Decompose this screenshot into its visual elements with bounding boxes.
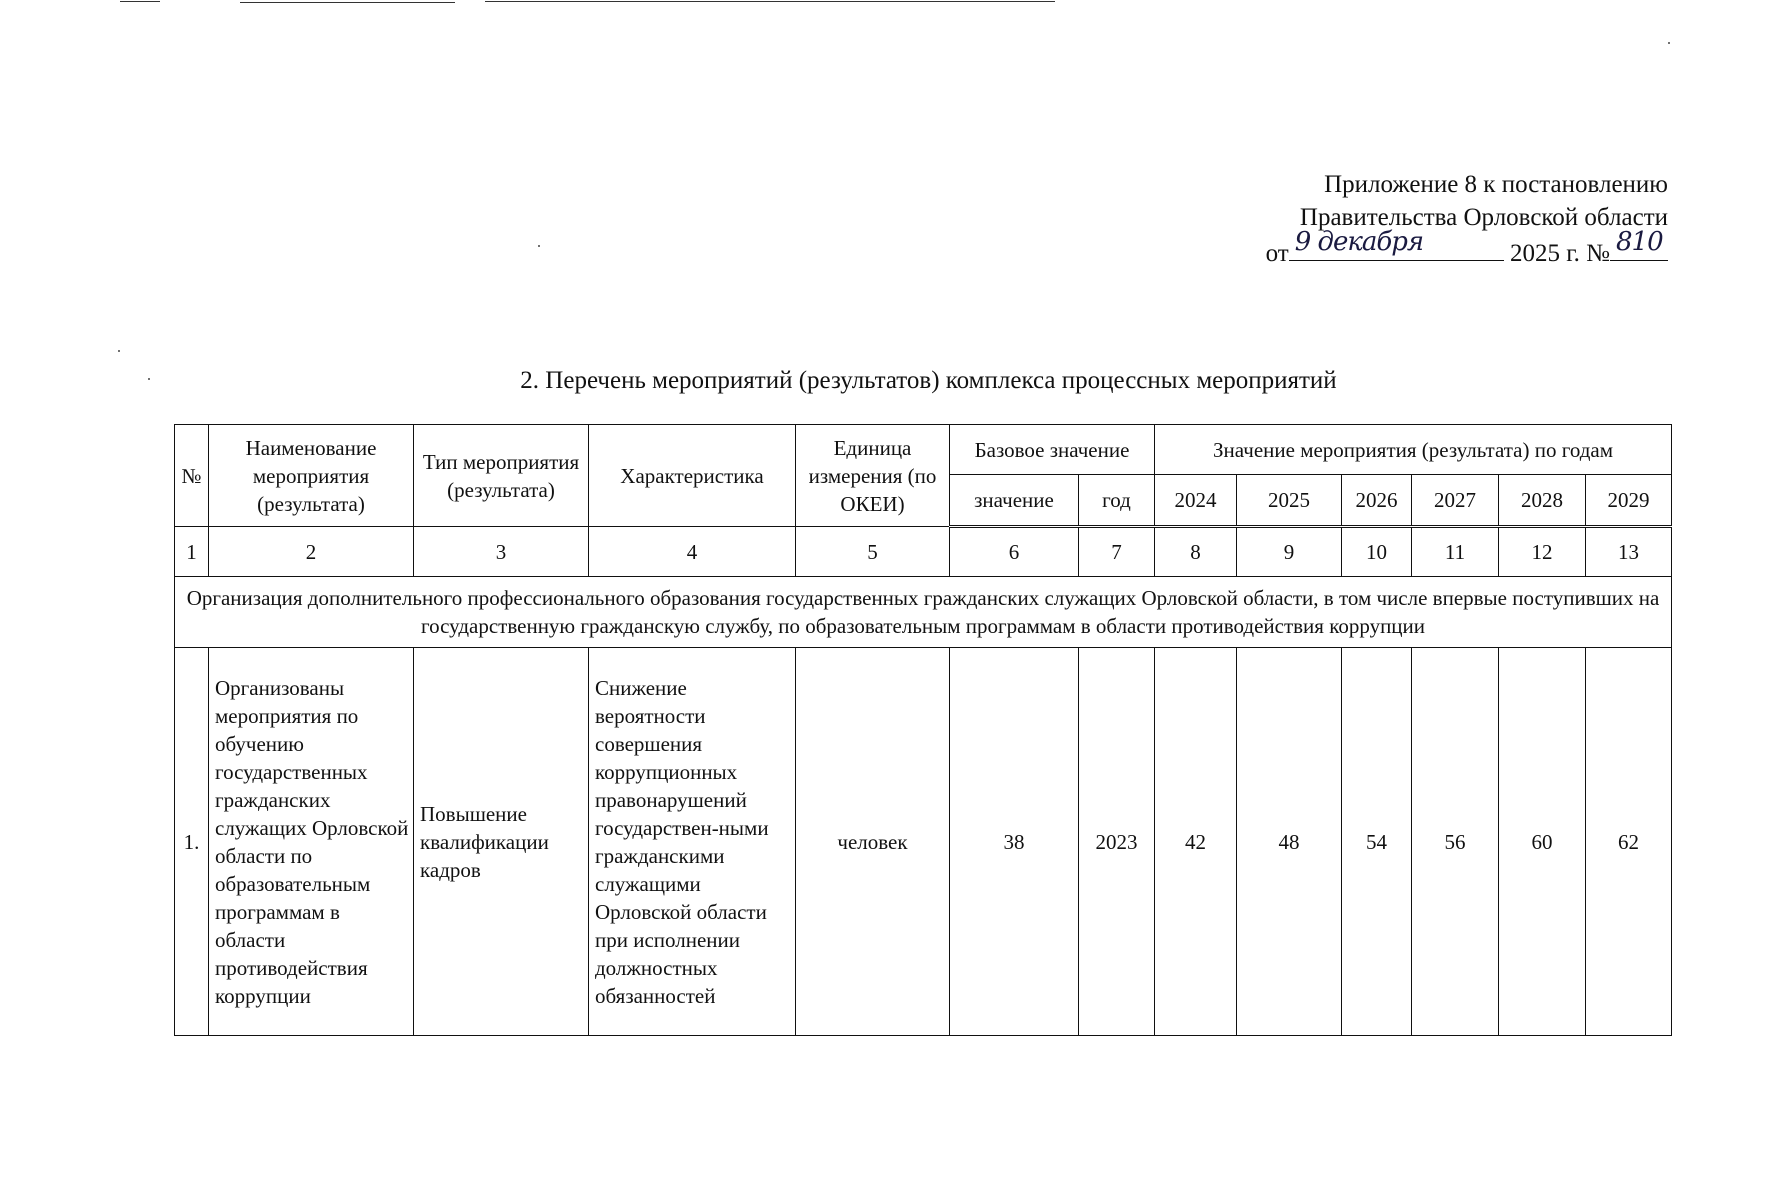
header-year-2026: 2026 — [1342, 475, 1412, 527]
scan-speck — [118, 350, 120, 352]
row-value-2029: 62 — [1586, 648, 1672, 1036]
header-unit: Единица измерения (по ОКЕИ) — [796, 425, 950, 527]
header-characteristic: Характеристика — [589, 425, 796, 527]
column-number: 7 — [1079, 527, 1155, 577]
row-characteristic: Снижение вероятности совершения коррупционных правонарушений государствен-ными гражданскими служащими Орловской области при исполнении должностных обязанностей — [589, 648, 796, 1036]
approval-line-2: Правительства Орловской области — [1299, 204, 1668, 231]
handwritten-number: 810 — [1616, 227, 1663, 257]
column-number: 1 — [175, 527, 209, 577]
measures-table — [174, 424, 1672, 1036]
approval-line-1: Приложение 8 к постановлению — [1324, 171, 1668, 198]
column-number: 9 — [1237, 527, 1342, 577]
header-type: Тип мероприятия (результата) — [414, 425, 589, 527]
column-number: 6 — [950, 527, 1079, 577]
header-base-year: год — [1079, 475, 1155, 527]
header-year-2025: 2025 — [1237, 475, 1342, 527]
column-number: 8 — [1155, 527, 1237, 577]
column-number: 3 — [414, 527, 589, 577]
header-base-value: значение — [950, 475, 1079, 527]
approval-year-number-label: 2025 г. № — [1509, 240, 1610, 267]
handwritten-date-field — [1289, 227, 1504, 261]
column-number: 12 — [1499, 527, 1586, 577]
row-type: Повышение квалификации кадров — [414, 648, 589, 1036]
header-name: Наименование мероприятия (результата) — [209, 425, 414, 527]
approval-date-line — [1228, 227, 1668, 270]
approval-block — [1228, 168, 1668, 270]
handwritten-number-field — [1610, 227, 1668, 261]
header-num: № — [175, 425, 209, 527]
row-num: 1. — [175, 648, 209, 1036]
column-number: 10 — [1342, 527, 1412, 577]
row-value-2027: 56 — [1412, 648, 1499, 1036]
section-row — [175, 577, 1672, 648]
column-number: 13 — [1586, 527, 1672, 577]
row-value-2028: 60 — [1499, 648, 1586, 1036]
header-year-2029: 2029 — [1586, 475, 1672, 527]
header-row-1 — [175, 425, 1672, 475]
scan-speck — [538, 245, 540, 247]
column-number-row — [175, 527, 1672, 577]
row-value-2026: 54 — [1342, 648, 1412, 1036]
scan-artifact-line — [240, 2, 455, 3]
document-title: 2. Перечень мероприятий (результатов) комплекса процессных мероприятий — [520, 367, 1337, 394]
approval-date-prefix: от — [1265, 240, 1289, 267]
row-unit: человек — [796, 648, 950, 1036]
section-title: Организация дополнительного профессионального образования государственных гражданских служащих Орловской области, в том числе впервые поступивших на государственную гражданскую службу, по образовательным программам в области противодействия коррупции — [175, 577, 1672, 648]
header-base-group: Базовое значение — [950, 425, 1155, 475]
table-row — [175, 648, 1672, 1036]
row-base-value: 38 — [950, 648, 1079, 1036]
scan-artifact-line — [485, 1, 1055, 2]
scan-speck — [1668, 42, 1670, 44]
column-number: 11 — [1412, 527, 1499, 577]
handwritten-date: 9 декабря — [1294, 227, 1424, 257]
header-years-group: Значение мероприятия (результата) по годам — [1155, 425, 1672, 475]
scan-artifact-line — [120, 1, 160, 2]
column-number: 2 — [209, 527, 414, 577]
row-name: Организованы мероприятия по обучению государственных гражданских служащих Орловской области по образовательным программам в области противодействия коррупции — [209, 648, 414, 1036]
header-year-2027: 2027 — [1412, 475, 1499, 527]
column-number: 5 — [796, 527, 950, 577]
column-number: 4 — [589, 527, 796, 577]
header-year-2028: 2028 — [1499, 475, 1586, 527]
header-year-2024: 2024 — [1155, 475, 1237, 527]
row-value-2024: 42 — [1155, 648, 1237, 1036]
row-base-year: 2023 — [1079, 648, 1155, 1036]
row-value-2025: 48 — [1237, 648, 1342, 1036]
